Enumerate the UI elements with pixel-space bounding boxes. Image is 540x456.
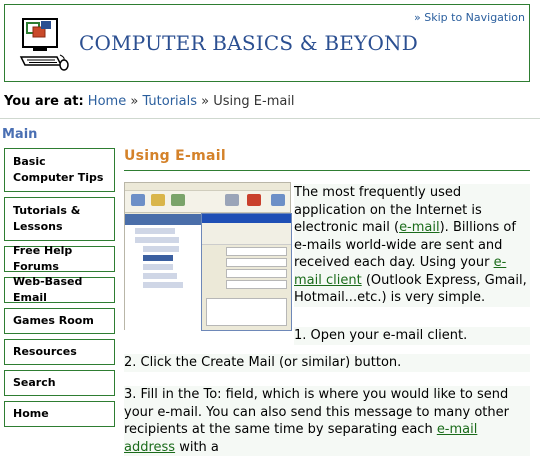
computer-icon[interactable] — [19, 15, 71, 73]
breadcrumb-separator: » — [201, 94, 210, 109]
sidebar-item-games-room[interactable]: Games Room — [4, 308, 115, 334]
e-mail-address-link[interactable]: e-mail address — [124, 422, 478, 455]
divider — [0, 118, 540, 119]
sidebar-item-search[interactable]: Search — [4, 370, 115, 396]
email-client-screenshot — [124, 182, 291, 330]
breadcrumb-label: You are at: — [4, 94, 84, 109]
sidebar-nav — [4, 148, 115, 432]
step-2: 2. Click the Create Mail (or similar) button. — [124, 354, 530, 372]
breadcrumb-separator: » — [130, 94, 139, 109]
sidebar-item-resources[interactable]: Resources — [4, 339, 115, 365]
breadcrumb-home-link[interactable]: Home — [87, 94, 127, 109]
sidebar-item-web-based-email[interactable]: Web-Based Email — [4, 277, 115, 303]
skip-to-navigation-link[interactable]: » Skip to Navigation — [414, 11, 525, 24]
e-mail-link[interactable]: e-mail — [399, 220, 440, 235]
page-title: Using E-mail — [124, 148, 226, 164]
title-underline — [124, 170, 530, 171]
sidebar-item-free-help-forums[interactable]: Free Help Forums — [4, 246, 115, 272]
site-header — [4, 4, 530, 82]
breadcrumb-tutorials-link[interactable]: Tutorials — [142, 94, 198, 109]
breadcrumb-current: Using E-mail — [213, 94, 295, 109]
e-mail-client-link[interactable]: e-mail client — [294, 255, 507, 288]
breadcrumb — [4, 94, 295, 109]
step-3: 3. Fill in the To: field, which is where you would like to send your e-mail. You can also send this message to many other recipients at the same time by separating each e-mail address with a — [124, 386, 530, 456]
step-1: 1. Open your e-mail client. — [294, 327, 530, 345]
sidebar-item-basic-computer-tips[interactable]: Basic Computer Tips — [4, 148, 115, 192]
site-title[interactable]: COMPUTER BASICS & BEYOND — [79, 31, 418, 55]
sidebar-item-home[interactable]: Home — [4, 401, 115, 427]
sidebar-item-tutorials-lessons[interactable]: Tutorials & Lessons — [4, 197, 115, 241]
intro-paragraph: The most frequently used application on the Internet is electronic mail (e-mail). Billions of e-mails world-wide are sent and received each day. Using your e-mail client (Outlook Express, Gmail, Hotmail...etc.) is very simple. — [294, 184, 530, 307]
sidebar-heading: Main — [2, 127, 38, 142]
